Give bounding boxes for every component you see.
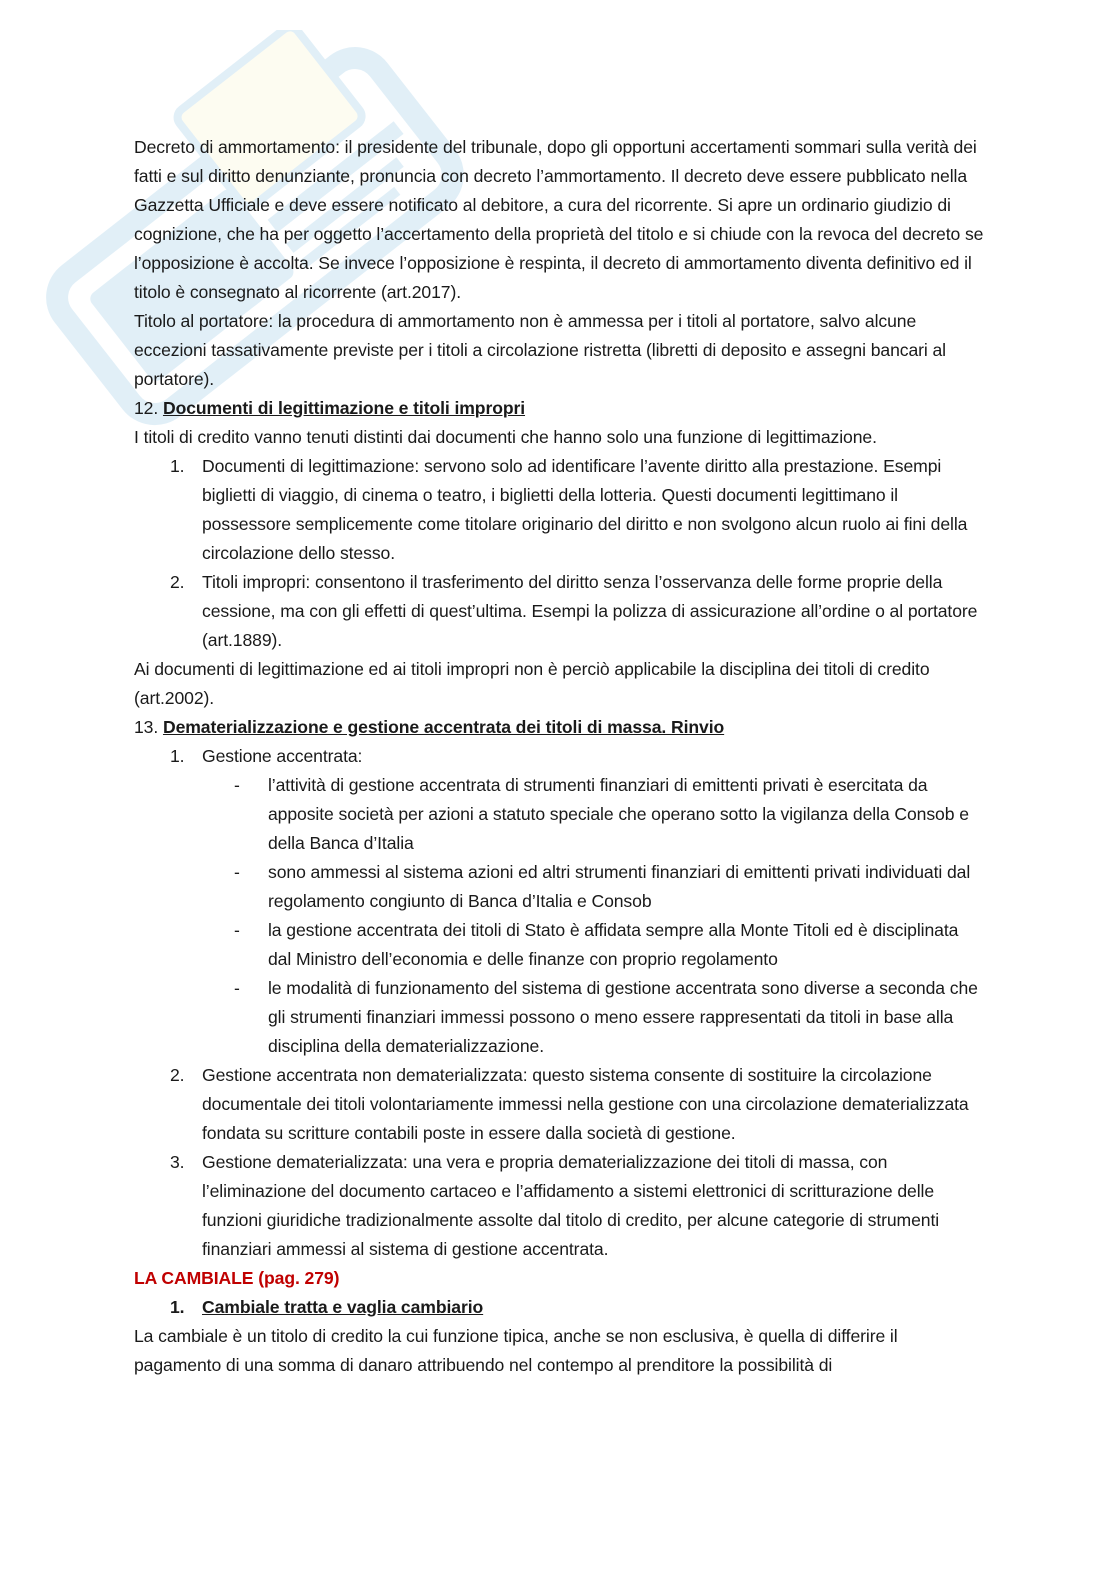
sub-list-item: - l’attività di gestione accentrata di strumenti finanziari di emittenti privati è esercitata da apposite società per azioni a statuto speciale che operano sotto la vigilanza della Consob e della Banca d’Italia [234, 775, 969, 853]
section-12-number: 12. [134, 398, 159, 418]
list-item: 1. Gestione accentrata: [170, 746, 363, 766]
section-13-title: Dematerializzazione e gestione accentrata dei titoli di massa. Rinvio [162, 717, 725, 737]
paragraph-titolo-portatore: Titolo al portatore: la procedura di ammortamento non è ammessa per i titoli al portatore, salvo alcune eccezioni tassativamente previste per i titoli a circolazione ristretta (libretti di deposito e assegni bancari al portatore). [134, 311, 946, 389]
list-item: 2. Titoli impropri: consentono il trasferimento del diritto senza l’osservanza delle forme proprie della cessione, ma con gli effetti di quest’ultima. Esempi la polizza di assicurazione all’ordine o al portatore (art.1889). [170, 572, 978, 650]
cambiale-subheading-title: Cambiale tratta e vaglia cambiario [202, 1297, 484, 1317]
paragraph-conclusion-12: Ai documenti di legittimazione ed ai titoli impropri non è perciò applicabile la disciplina dei titoli di credito (art.2002). [134, 659, 930, 708]
list-item: 3. Gestione dematerializzata: una vera e propria dematerializzazione dei titoli di massa, con l’eliminazione del documento cartaceo e l’affidamento a sistemi elettronici di scritturazione delle funzioni giuridiche tradizionalmente assolte dal titolo di credito, per alcune categorie di strumenti finanziari ammessi al sistema di gestione accentrata. [170, 1152, 940, 1259]
section-12-heading [134, 394, 984, 423]
cambiale-section-title: LA CAMBIALE (pag. 279) [134, 1268, 340, 1288]
section-12-title: Documenti di legittimazione e titoli impropri [162, 398, 526, 418]
sub-list-item: - sono ammessi al sistema azioni ed altri strumenti finanziari di emittenti privati individuati dal regolamento congiunto di Banca d’Italia e Consob [234, 862, 971, 911]
paragraph-decreto: Decreto di ammortamento: il presidente del tribunale, dopo gli opportuni accertamenti sommari sulla verità dei fatti e sul diritto denunziante, pronuncia con decreto l’ammortamento. Il decreto deve essere pubblicato nella Gazzetta Ufficiale e deve essere notificato al debitore, a cura del ricorrente. Si apre un ordinario giudizio di cognizione, che ha per oggetto l’accertamento della proprietà del titolo e si chiude con la revoca del decreto se l’opposizione è accolta. Se invece l’opposizione è respinta, il decreto di ammortamento diventa definitivo ed il titolo è consegnato al ricorrente (art.2017). [134, 137, 984, 302]
list-item: 1. Documenti di legittimazione: servono solo ad identificare l’avente diritto alla prestazione. Esempi biglietti di viaggio, di cinema o teatro, i biglietti della lotteria. Questi documenti legittimano il possessore semplicemente come titolare originario del diritto e non svolgono alcun ruolo ai fini della circolazione dello stesso. [170, 456, 968, 563]
cambiale-subheading: 1. Cambiale tratta e vaglia cambiario [134, 1293, 984, 1322]
list-item: 2. Gestione accentrata non dematerializzata: questo sistema consente di sostituire la circolazione documentale dei titoli volontariamente immessi nella gestione con una circolazione dematerializzata fondata su scritture contabili poste in essere dalla società di gestione. [170, 1065, 969, 1143]
sub-list-item: - la gestione accentrata dei titoli di Stato è affidata sempre alla Monte Titoli ed è disciplinata dal Ministro dell’economia e delle finanze con proprio regolamento [234, 920, 959, 969]
document-page [134, 133, 984, 1380]
paragraph-cambiale: La cambiale è un titolo di credito la cui funzione tipica, anche se non esclusiva, è quella di differire il pagamento di una somma di danaro attribuendo nel contempo al prenditore la possibilità di [134, 1326, 898, 1375]
section-13-number: 13. [134, 717, 159, 737]
sub-list-item: - le modalità di funzionamento del sistema di gestione accentrata sono diverse a seconda che gli strumenti finanziari immessi possono o meno essere rappresentati da titoli in base alla disciplina della dematerializzazione. [234, 978, 978, 1056]
section-13-heading [134, 713, 984, 742]
paragraph-intro-12: I titoli di credito vanno tenuti distinti dai documenti che hanno solo una funzione di legittimazione. [134, 427, 877, 447]
